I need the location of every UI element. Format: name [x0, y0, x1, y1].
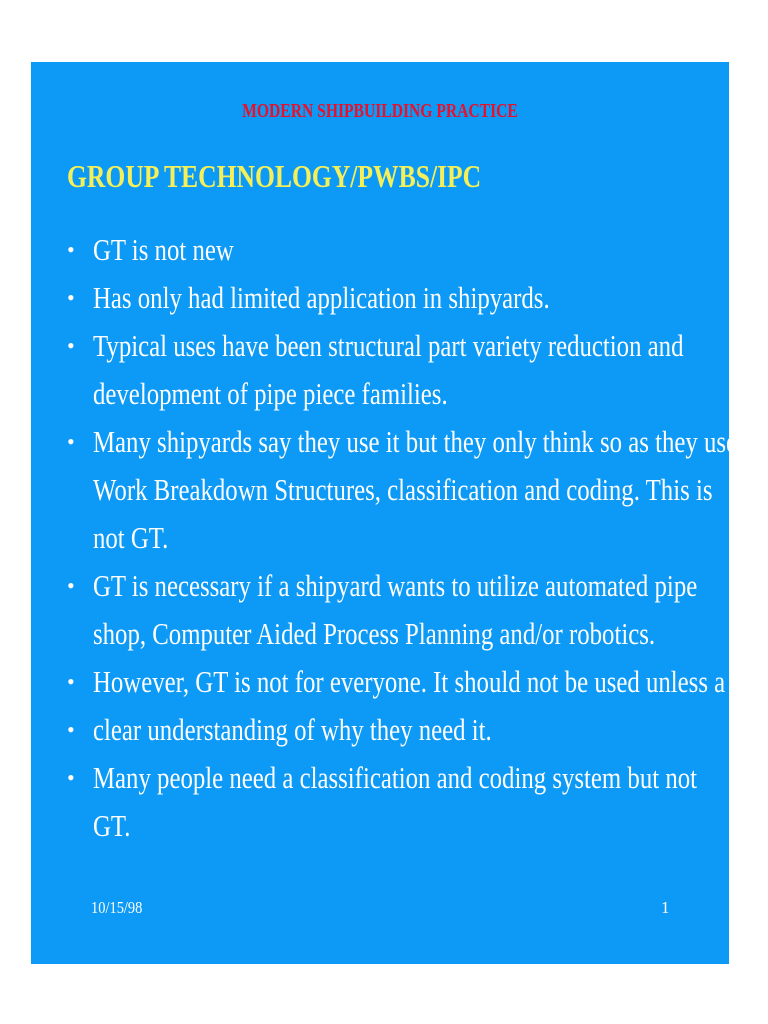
bullet-line: GT is necessary if a shipyard wants to utilize automated pipe — [93, 568, 698, 603]
bullet-line: Has only had limited application in shipyards. — [93, 280, 550, 315]
slide — [31, 62, 738, 964]
footer-date: 10/15/98 — [91, 898, 143, 917]
bullet-dot-icon: • — [67, 669, 75, 694]
bullet-line: development of pipe piece families. — [93, 376, 448, 411]
bullet-item — [31, 562, 729, 658]
bullet-line: Work Breakdown Structures, classification and coding. This is — [93, 472, 713, 507]
footer-page-number: 1 — [661, 898, 670, 917]
bullet-dot-icon: • — [67, 237, 75, 262]
bullet-dot-icon: • — [67, 717, 75, 742]
bullet-line: GT. — [93, 808, 131, 843]
bullet-dot-icon: • — [67, 285, 75, 310]
bullet-line: clear understanding of why they need it. — [93, 712, 492, 747]
bullet-list — [31, 226, 738, 850]
bullet-line: GT is not new — [93, 232, 234, 267]
bullet-dot-icon: • — [67, 765, 75, 790]
bullet-dot-icon: • — [67, 429, 75, 454]
slide-title: GROUP TECHNOLOGY/PWBS/IPC — [67, 158, 482, 194]
bullet-dot-icon: • — [67, 573, 75, 598]
bullet-line: Many shipyards say they use it but they only think so as they use — [93, 424, 738, 459]
bullet-item — [31, 274, 729, 322]
bullet-line: Many people need a classification and coding system but not — [93, 760, 698, 795]
bullet-item — [31, 706, 729, 754]
bullet-item — [31, 754, 729, 850]
slide-header: MODERN SHIPBUILDING PRACTICE — [242, 100, 518, 122]
bullet-line: Typical uses have been structural part variety reduction and — [93, 328, 684, 363]
bullet-item — [31, 418, 738, 562]
bullet-item — [31, 658, 729, 706]
bullet-item — [31, 322, 729, 418]
bullet-line: not GT. — [93, 520, 169, 555]
bullet-line: However, GT is not for everyone. It should not be used unless a — [93, 664, 726, 699]
bullet-line: shop, Computer Aided Process Planning and/or robotics. — [93, 616, 656, 651]
bullet-dot-icon: • — [67, 333, 75, 358]
bullet-item — [31, 226, 729, 274]
